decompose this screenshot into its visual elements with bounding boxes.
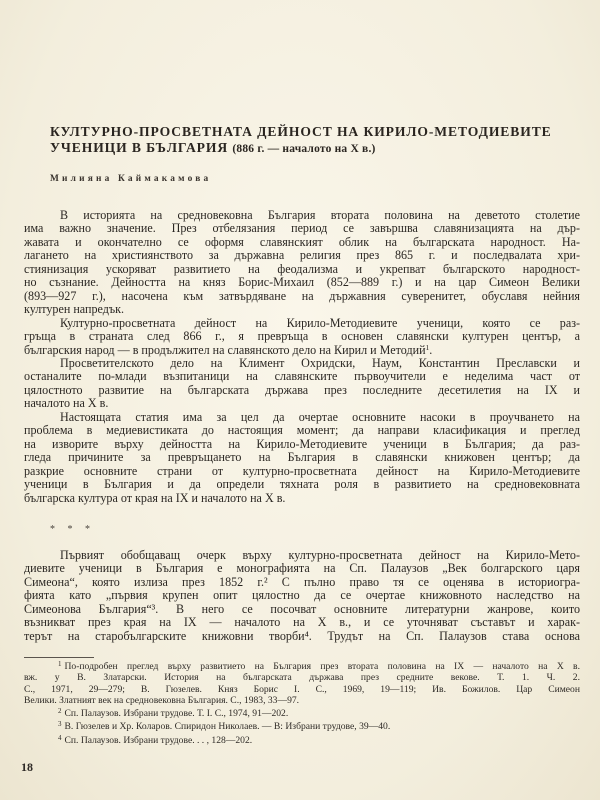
footnote-line <box>24 719 580 732</box>
paragraph-3 <box>24 357 580 411</box>
footnote-divider <box>24 657 94 658</box>
text-line: гледа причините за превръщането на България в славянски книжовен център; да <box>24 451 580 465</box>
text-line: разкрие основните страни от културно-просветната дейност на Кирило-Методиевите <box>24 464 580 478</box>
text-line: останалите по-млади възпитаници на славянските първоучители е неделима част от <box>24 370 580 384</box>
footnote-number: 2 <box>58 707 62 716</box>
footnote-line <box>24 659 580 672</box>
text-line: Културно-просветната дейност на Кирило-Методиевите ученици, която се раз- <box>60 316 580 330</box>
text-line: българска култура от края на IX и началото на X в. <box>24 491 286 505</box>
text-line: има важно значение. През отбелязания период се завършва славянизацията на дър- <box>24 222 580 236</box>
paragraph-2 <box>24 317 580 357</box>
footnote-3 <box>24 719 580 732</box>
footnote-ref-1[interactable]: 1 <box>425 343 430 352</box>
title-line-2-main: УЧЕНИЦИ В БЪЛГАРИЯ <box>50 140 229 155</box>
text-fragment: . <box>429 343 433 357</box>
text-line: на изворите върху дейността на Кирило-Методиевите ученици в България; да раз- <box>24 437 580 451</box>
text-fragment: българския народ — в продължител на славянското дело на Кирил и Методий <box>24 343 426 357</box>
text-line: (893—927 г.), насочена към затвърдяване на държавния суверенитет, обуславя нейния <box>24 289 580 303</box>
text-line: културен напредък. <box>24 303 125 317</box>
text-line: възникват през края на IX — началото на X в., и се уточняват съставът и харак- <box>24 616 580 630</box>
text-line: Симеона“, която излиза през 1852 г.² С пълно право тя се оценява в историогра- <box>24 575 580 589</box>
text-line: жавата и окончателно се оформя славянският облик на българската народност. На- <box>24 235 580 249</box>
text-line: лагането на християнството за държавна религия през 865 г. и последвалата хри- <box>24 249 580 263</box>
footnote-number: 3 <box>58 720 62 729</box>
paragraph-1 <box>24 209 580 317</box>
text-line: но съзнание. Дейността на княз Борис-Михаил (852—889 г.) и на цар Симеон Велики <box>24 276 580 290</box>
footnote-line <box>24 706 580 719</box>
footnote-4 <box>24 733 580 746</box>
section-separator: * * * <box>50 524 95 535</box>
footnote-text: В. Гюзелев и Хр. Коларов. Спиридон Николаев. — В: Избрани трудове, 39—40. <box>64 721 391 733</box>
footnote-text: Сп. Палаузов. Избрани трудове. . . , 128—202. <box>64 734 253 746</box>
text-line: фията като „първия крупен опит цялостно да се очертае книжовното наследство на <box>24 589 580 603</box>
paragraph-5 <box>24 549 580 643</box>
text-line: ученици в България и да определи тяхната роля в развитието на средновековната <box>24 478 580 492</box>
text-line: Първият обобщаващ очерк върху културно-просветната дейност на Кирило-Мето- <box>60 549 580 562</box>
footnote-1 <box>24 659 580 706</box>
text-line: Просветителското дело на Климент Охридски, Наум, Константин Преславски и <box>60 356 580 370</box>
footnote-line: С., 1971, 29—279; В. Гюзелев. Княз Борис I. С., 1969, 19—119; Ив. Божилов. Цар Симеон <box>24 683 580 695</box>
text-line: В историята на средновековна България втората половина на деветото столетие <box>60 209 580 222</box>
text-line: диевите ученици в България е монографията на Сп. Палаузов „Век болгарского царя <box>24 562 580 576</box>
article-body-intro <box>24 209 580 505</box>
text-line: терът на старобългарските книжовни творби⁴. Трудът на Сп. Палаузов става основа <box>24 629 580 643</box>
text-line: Симеонова България“³. В него се посочват основните литературни жанрове, които <box>24 602 580 616</box>
text-line: проблема в медиевистиката до настоящия момент; да направи класификация и преглед <box>24 424 580 438</box>
text-line <box>24 344 580 357</box>
text-line: гръща в страната след 866 г., я превръща в основен славянски културен център, а <box>24 330 580 344</box>
text-line: стиянизация ускоряват развитието на феодализма и укрепват българското народност- <box>24 262 580 276</box>
text-line: началото на X в. <box>24 397 109 411</box>
text-line: цялостното развитие на българската държава през последните десетилетия на IX и <box>24 383 580 397</box>
footnotes <box>24 659 580 746</box>
paragraph-4 <box>24 411 580 505</box>
title-line-2 <box>50 140 580 157</box>
footnote-text: По-подробен преглед върху развитието на България през втората половина на IX — началото на X в. <box>64 661 580 672</box>
page-number: 18 <box>21 760 33 774</box>
footnote-number: 1 <box>58 660 62 668</box>
article-title <box>50 124 580 157</box>
article-body-historiography <box>24 549 580 643</box>
text-line: Настоящата статия има за цел да очертае основните насоки в проучването на <box>60 410 580 424</box>
title-line-1: КУЛТУРНО-ПРОСВЕТНАТА ДЕЙНОСТ НА КИРИЛО-МЕТОДИЕВИТЕ <box>50 124 552 139</box>
footnote-2 <box>24 706 580 719</box>
title-date-range: (886 г. — началото на X в.) <box>232 143 376 155</box>
footnote-line <box>24 733 580 746</box>
footnote-number: 4 <box>58 733 62 742</box>
footnote-text: Сп. Палаузов. Избрани трудове. Т. I. С., 1974, 91—202. <box>64 708 289 720</box>
footnote-line: вж. у В. Златарски. История на българската държава през средните векове. Т. 1. Ч. 2. <box>24 672 580 684</box>
footnote-line: Велики. Златният век на средновековна България. С., 1983, 33—97. <box>24 694 300 706</box>
author-name: Милияна Каймакамова <box>50 174 212 184</box>
